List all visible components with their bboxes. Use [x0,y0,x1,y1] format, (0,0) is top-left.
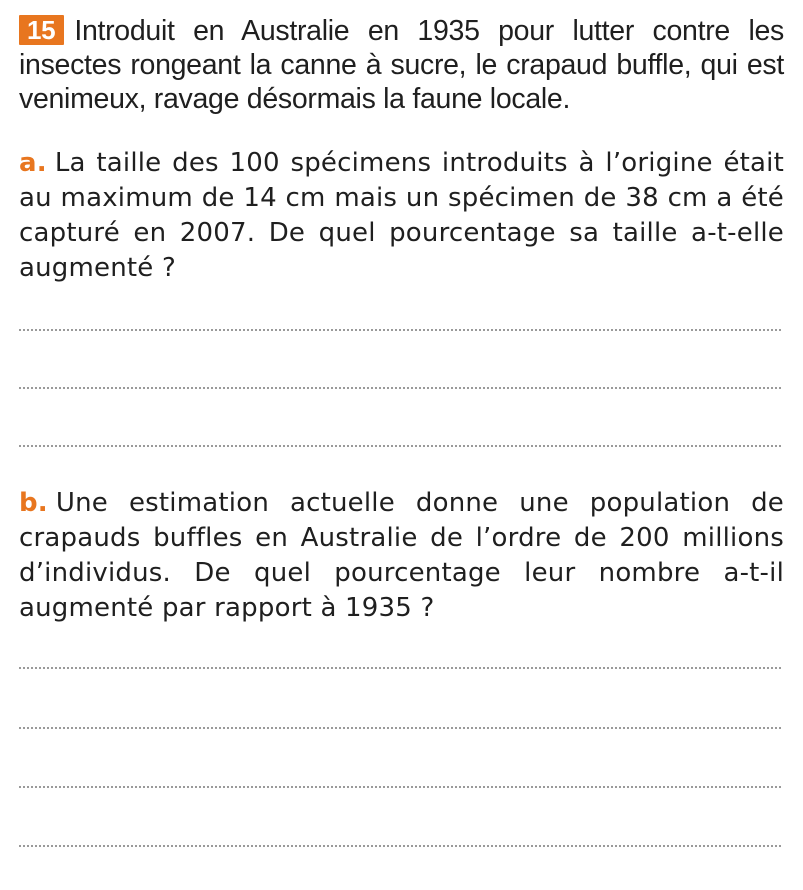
exercise-number-badge: 15 [19,15,64,45]
answer-line-b-3[interactable] [19,786,781,788]
answer-line-b-1[interactable] [19,667,781,669]
answer-line-a-2[interactable] [19,387,781,389]
exercise-intro [19,14,784,116]
question-a-letter: a. [19,148,47,178]
question-a-text: La taille des 100 spécimens introduits à l’origine était au maximum de 14 cm mais un spécimen de 38 cm a été capturé en 2007. De quel pourcentage sa taille a-t-elle augmenté ? [19,148,784,283]
question-b-letter: b. [19,488,48,518]
answer-line-a-3[interactable] [19,445,781,447]
intro-text: Introduit en Australie en 1935 pour lutter contre les insectes rongeant la canne à sucre, le crapaud buffle, qui est venimeux, ravage désormais la faune locale. [19,15,784,115]
question-a [19,146,784,286]
question-b-text: Une estimation actuelle donne une population de crapauds buffles en Australie de l’ordre de 200 millions d’individus. De quel pourcentage leur nombre a-t-il augmenté par rapport à 1935 ? [19,488,784,623]
exercise-15 [19,14,784,623]
answer-line-b-2[interactable] [19,727,781,729]
question-b [19,486,784,626]
answer-line-a-1[interactable] [19,329,781,331]
answer-line-b-4[interactable] [19,845,781,847]
